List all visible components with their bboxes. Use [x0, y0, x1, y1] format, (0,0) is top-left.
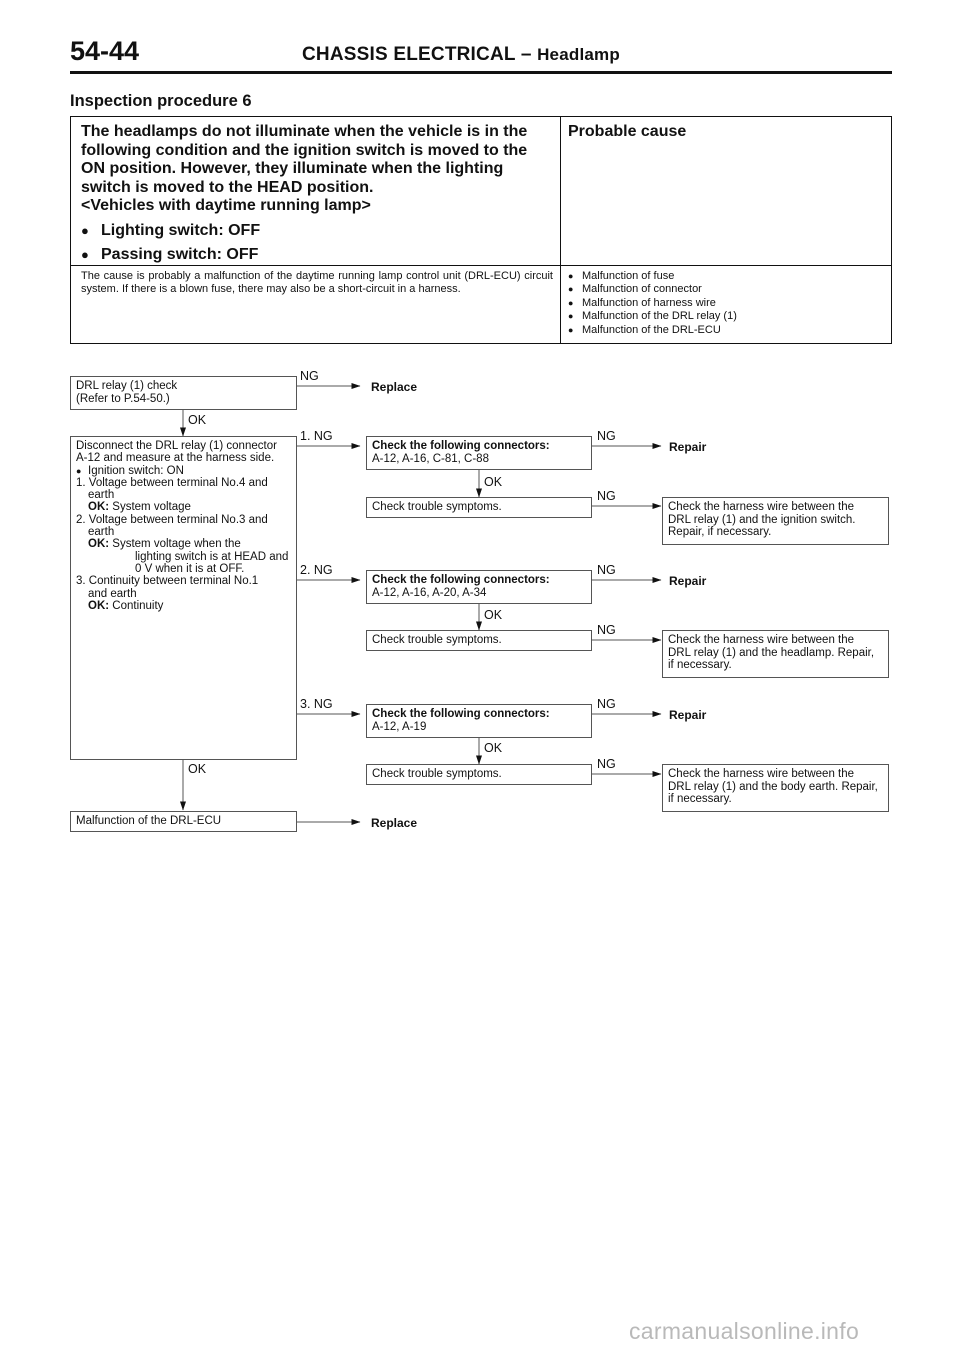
probable-cause-item: ● Malfunction of the DRL-ECU: [568, 324, 737, 337]
trouble-symptoms-text: Check trouble symptoms.: [372, 634, 502, 646]
ng-2-label: 2. NG: [300, 563, 333, 577]
ok-label: OK: [484, 608, 503, 622]
harness-check-text: if necessary.: [668, 659, 732, 671]
condition-bullet: ● Passing switch: OFF: [81, 246, 551, 265]
ng-1-label: 1. NG: [300, 429, 333, 443]
ng-label: NG: [597, 697, 616, 711]
connector-check-label: Check the following connectors:: [372, 440, 550, 452]
ng-label: NG: [597, 429, 616, 443]
condition-line: The headlamps do not illuminate when the vehicle is in the: [81, 123, 528, 140]
chapter-title: CHASSIS ELECTRICAL: [302, 44, 516, 65]
connector-check-3-box: [366, 704, 592, 738]
measurement-condition: ● Ignition switch: ON: [76, 465, 291, 477]
probable-cause-header: Probable cause: [568, 123, 687, 140]
ok-value: lighting switch is at HEAD and: [135, 550, 289, 563]
page-number: 54-44: [70, 36, 140, 66]
harness-measurement-box: [70, 436, 297, 760]
cause-description: The cause is probably a malfunction of the daytime running lamp control unit (DRL-ECU) circuit system. If there is a blown fuse, there may also be a short-circuit in a harness.: [81, 270, 553, 295]
probable-cause-item: ● Malfunction of harness wire: [568, 297, 737, 310]
harness-check-text: Check the harness wire between the: [668, 634, 855, 646]
measurement-text: A-12 and measure at the harness side.: [76, 452, 275, 465]
harness-check-text: if necessary.: [668, 793, 732, 805]
ok-label: OK: [188, 762, 207, 776]
ng-label: NG: [597, 757, 616, 771]
ok-value: System voltage when the: [112, 538, 241, 551]
condition-line: following condition and the ignition switch is moved to the: [81, 141, 528, 159]
ok-key: OK:: [88, 538, 110, 551]
ecu-malfunction-box: [70, 811, 297, 832]
ok-label: OK: [188, 413, 207, 427]
ok-value: 0 V when it is at OFF.: [135, 562, 245, 575]
connector-list: A-12, A-16, C-81, C-88: [372, 452, 489, 465]
connector-check-label: Check the following connectors:: [372, 574, 550, 586]
connector-list: A-12, A-16, A-20, A-34: [372, 586, 487, 599]
ok-value: System voltage: [112, 501, 191, 514]
condition-line: switch is moved to the HEAD position.: [81, 178, 374, 196]
relay-check-ref: (Refer to P.54-50.): [76, 392, 170, 405]
probable-cause-item: ● Malfunction of the DRL relay (1): [568, 310, 737, 323]
relay-check-box: [70, 376, 297, 410]
watermark: carmanualsonline.info: [629, 1318, 860, 1344]
connector-check-1-box: [366, 436, 592, 470]
harness-check-1-box: [662, 497, 889, 545]
condition-line: <Vehicles with daytime running lamp>: [81, 197, 371, 214]
relay-check-line: DRL relay (1) check: [76, 380, 178, 392]
title-separator: –: [520, 44, 532, 65]
connector-check-label: Check the following connectors:: [372, 708, 550, 720]
condition-bullet: ● Lighting switch: OFF: [81, 222, 551, 241]
probable-cause-item: ● Malfunction of connector: [568, 283, 737, 296]
trouble-symptoms-3-box: [366, 764, 592, 785]
connector-list: A-12, A-19: [372, 720, 427, 733]
harness-check-text: DRL relay (1) and the ignition switch.: [668, 513, 856, 526]
measurement-text: Disconnect the DRL relay (1) connector: [76, 440, 277, 452]
trouble-symptoms-text: Check trouble symptoms.: [372, 501, 502, 513]
harness-check-text: Repair, if necessary.: [668, 526, 772, 538]
trouble-symptoms-text: Check trouble symptoms.: [372, 768, 502, 780]
ng-label: NG: [597, 563, 616, 577]
ng-label: NG: [597, 623, 616, 637]
probable-cause-item: ● Malfunction of fuse: [568, 270, 737, 283]
trouble-symptoms-2-box: [366, 630, 592, 651]
harness-check-text: Check the harness wire between the: [668, 768, 855, 780]
condition-line: ON position. However, they illuminate when the lighting: [81, 160, 504, 177]
ecu-malfunction-text: Malfunction of the DRL-ECU: [76, 815, 222, 827]
trouble-symptoms-1-box: [366, 497, 592, 518]
harness-check-text: DRL relay (1) and the body earth. Repair,: [668, 780, 878, 793]
replace-result: Replace: [371, 380, 418, 394]
repair-result: Repair: [669, 708, 707, 722]
repair-result: Repair: [669, 440, 707, 454]
measurement-step: 3. Continuity between terminal No.1: [76, 575, 259, 588]
measurement-step: 1. Voltage between terminal No.4 and: [76, 476, 268, 489]
harness-check-text: DRL relay (1) and the headlamp. Repair,: [668, 646, 875, 659]
measurement-step: earth: [88, 526, 115, 539]
connector-check-2-box: [366, 570, 592, 604]
replace-result: Replace: [371, 816, 418, 830]
section-title: Inspection procedure 6: [70, 92, 252, 110]
measurement-step: 2. Voltage between terminal No.3 and: [76, 513, 268, 526]
ok-label: OK: [484, 741, 503, 755]
ok-value: Continuity: [112, 599, 164, 612]
harness-check-text: Check the harness wire between the: [668, 501, 855, 513]
harness-check-2-box: [662, 630, 889, 678]
ng-label: NG: [300, 369, 319, 383]
ok-key: OK:: [88, 599, 110, 612]
ng-3-label: 3. NG: [300, 697, 333, 711]
measurement-step: earth: [88, 489, 115, 502]
measurement-step: and earth: [88, 587, 137, 600]
ok-label: OK: [484, 475, 503, 489]
ok-key: OK:: [88, 501, 110, 514]
harness-check-3-box: [662, 764, 889, 812]
chapter-subtitle: Headlamp: [537, 45, 620, 64]
repair-result: Repair: [669, 574, 707, 588]
ng-label: NG: [597, 489, 616, 503]
